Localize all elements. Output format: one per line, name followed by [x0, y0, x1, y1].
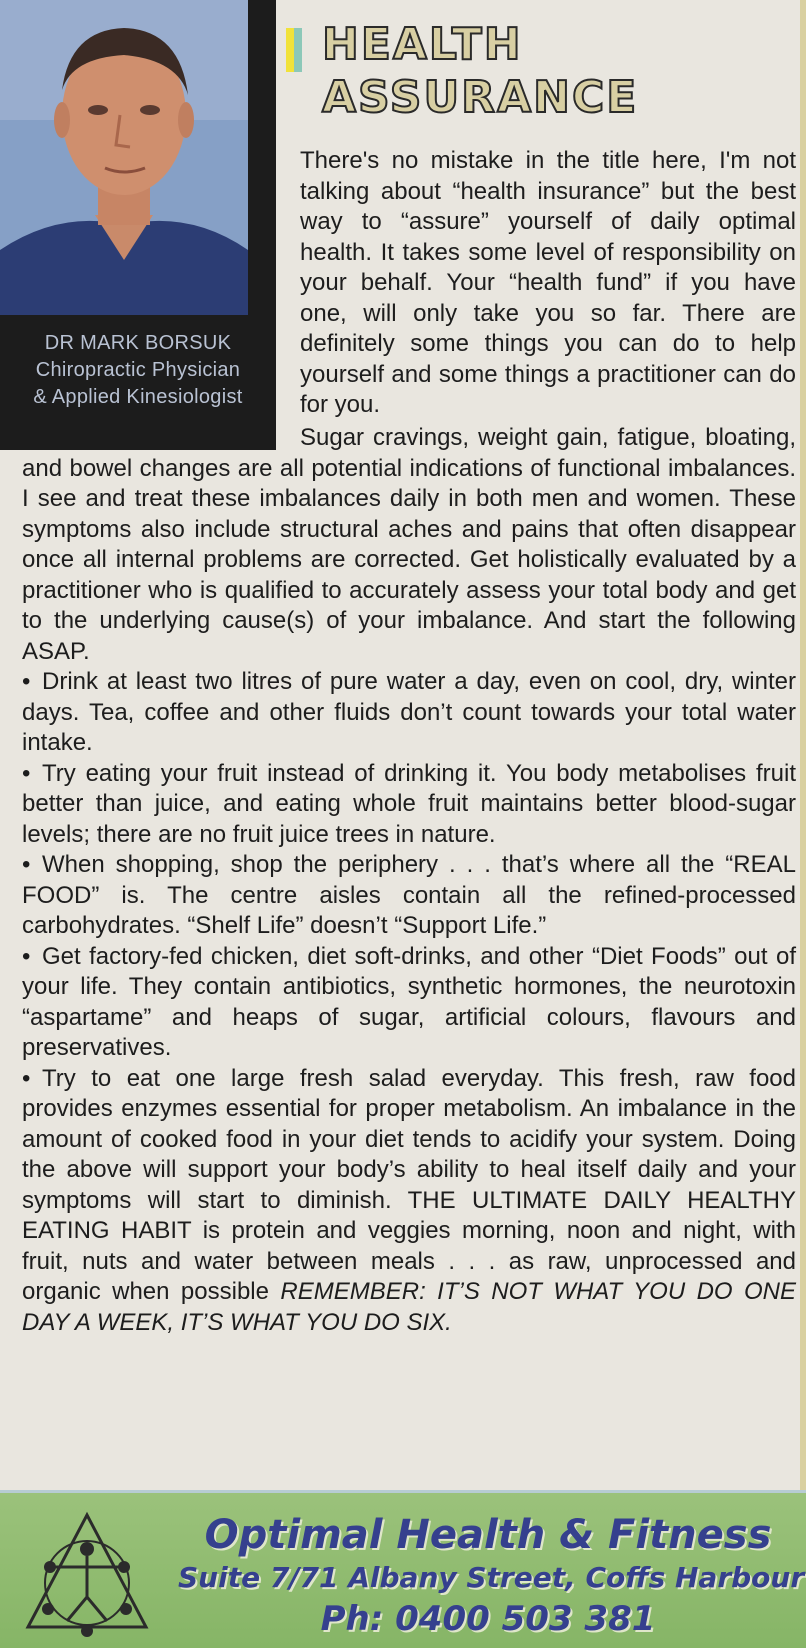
- headline-marker: [286, 28, 302, 72]
- author-photo: [0, 0, 248, 315]
- tip-text: Try eating your fruit instead of drinking it. You body metabolises fruit better than juice, and eating whole fruit maintains better blood-sugar levels; there are no fruit juice trees in nature.: [22, 759, 796, 848]
- title-line-2: ASSURANCE: [322, 72, 639, 123]
- business-address: Suite 7/71 Albany Street, Coffs Harbour: [178, 1561, 805, 1594]
- tip-item: [22, 850, 796, 942]
- lead-paragraph: There's no mistake in the title here, I'm not talking about “health insurance” but the best way to “assure” yourself of daily optimal health. It takes some level of responsibility on your behalf. Your “health fund” if you have one, will only take you so far. There are definitely some things you can do to help yourself and some things a practitioner can do for you.: [300, 147, 796, 418]
- business-footer: [0, 1490, 806, 1648]
- author-caption: [0, 330, 276, 411]
- business-name: Optimal Health & Fitness: [204, 1512, 772, 1558]
- bullet-icon: •: [22, 668, 31, 695]
- bullet-icon: •: [22, 942, 31, 970]
- bullet-icon: •: [22, 851, 31, 878]
- closing-remark: REMEMBER: IT’S NOT WHAT YOU DO ONE DAY A WEEK, IT’S WHAT YOU DO SIX.: [22, 1278, 797, 1336]
- author-name: DR MARK BORSUK: [44, 332, 232, 354]
- tip-item: [22, 1064, 796, 1339]
- tip-item: [22, 759, 796, 851]
- author-qualification: & Applied Kinesiologist: [33, 386, 243, 408]
- article-title: [322, 18, 638, 124]
- tip-item: [22, 942, 796, 1064]
- title-line-1: HEALTH: [322, 19, 523, 70]
- author-profile: [0, 0, 276, 450]
- intro-paragraph: Sugar cravings, weight gain, fatigue, bloating, and bowel changes are all potential indications of functional imbalances. I see and treat these imbalances daily in both men and women. These symptoms also include structural aches and pains that often disappear once all internal problems are corrected. Get holistically evaluated by a practitioner who is qualified to accurately assess your total body and get to the underlying cause(s) of your imbalance. And start the following ASAP.: [22, 424, 796, 665]
- tip-item: [22, 667, 796, 759]
- tip-text: Get factory-fed chicken, diet soft-drinks, and other “Diet Foods” out of your life. They contain antibiotics, synthetic hormones, the neurotoxin “aspartame” and heaps of sugar, artificial colours, flavours and preservatives.: [22, 942, 796, 1061]
- author-role: Chiropractic Physician: [35, 359, 241, 381]
- tip-text: Try to eat one large fresh salad everyday. This fresh, raw food provides enzymes essential for proper metabolism. An imbalance in the amount of cooked food in your diet tends to acidify your system. Doing the above will support your body’s ability to heal itself daily and your symptoms will start to diminish. THE ULTIMATE DAILY HEALTHY EATING HABIT is protein and veggies morning, noon and night, with fruit, nuts and water between meals . . . as raw, unprocessed and organic when possible: [22, 1064, 796, 1305]
- bullet-icon: •: [22, 1064, 31, 1092]
- tip-text: When shopping, shop the periphery . . . that’s where all the “REAL FOOD” is. The centre aisles contain all the refined-processed carbohydrates. “Shelf Life” doesn’t “Support Life.”: [22, 851, 796, 939]
- bullet-icon: •: [22, 759, 31, 787]
- article-body: [22, 424, 797, 1338]
- business-phone: Ph: 0400 503 381: [320, 1599, 656, 1639]
- tip-text: Drink at least two litres of pure water a day, even on cool, dry, winter days. Tea, coffee and other fluids don’t count towards your total water intake.: [22, 668, 796, 756]
- vitruvian-man-logo-icon: [22, 1509, 152, 1639]
- page-edge-strip: [800, 0, 806, 1490]
